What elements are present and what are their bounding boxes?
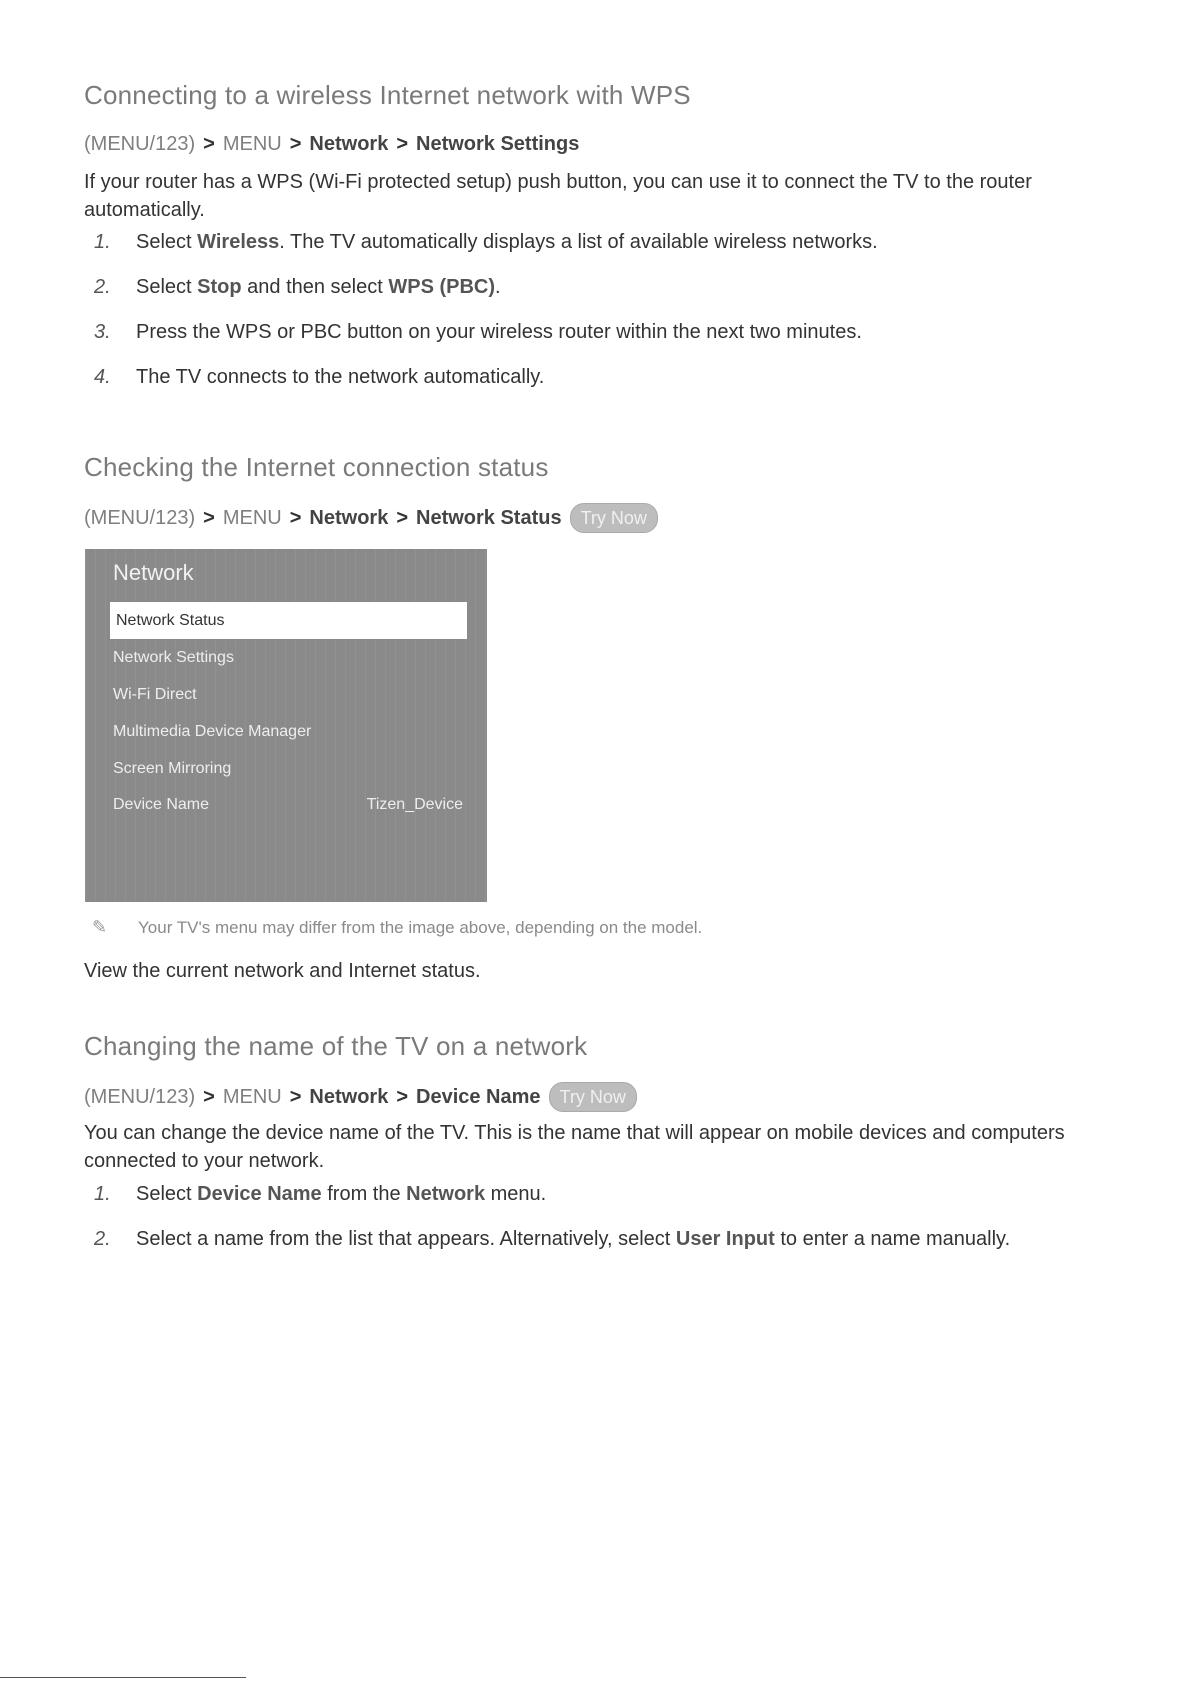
path-network: Network: [309, 1085, 389, 1108]
chevron-right-icon: >: [396, 506, 408, 529]
step-item: [84, 1228, 1010, 1251]
footer-divider: [0, 1677, 246, 1678]
path-device-name: Device Name: [416, 1085, 541, 1108]
chevron-right-icon: >: [203, 133, 215, 155]
menu-path-wps: [84, 133, 579, 156]
try-now-button[interactable]: Try Now: [549, 1082, 637, 1112]
section-title-device-name: Changing the name of the TV on a network: [84, 1031, 588, 1061]
path-network: Network: [309, 506, 389, 529]
path-root: (MENU/123): [84, 133, 196, 155]
menu-path-device-name: [84, 1082, 637, 1112]
menu-item-screen-mirroring: Screen Mirroring: [113, 760, 232, 777]
path-root: (MENU/123): [84, 506, 196, 529]
step-item: [84, 231, 878, 254]
path-network-settings: Network Settings: [416, 133, 580, 155]
path-network-status: Network Status: [416, 506, 562, 529]
chevron-right-icon: >: [396, 1085, 408, 1108]
menu-item-network-status: Network Status: [110, 602, 467, 639]
step-item: [84, 276, 501, 299]
path-network: Network: [309, 133, 389, 155]
step-text: Select a name from the list that appears. Alternatively, select User Input to enter a name manually.: [136, 1228, 1011, 1250]
menu-item-device-name: Device Name Tizen_Device: [113, 796, 463, 813]
menu-path-status: [84, 503, 658, 533]
chevron-right-icon: >: [289, 1085, 302, 1108]
path-menu: MENU: [222, 1085, 282, 1108]
step-text: Select Device Name from the Network menu.: [136, 1183, 547, 1205]
chevron-right-icon: >: [289, 506, 302, 529]
step-text: Select Wireless. The TV automatically displays a list of available wireless networks.: [136, 231, 878, 253]
menu-item-network-settings: Network Settings: [113, 649, 234, 666]
chevron-right-icon: >: [396, 133, 408, 155]
intro-wps: If your router has a WPS (Wi-Fi protected setup) push button, you can use it to connect the TV to the router automatically.: [84, 171, 1032, 221]
intro-device-name: You can change the device name of the TV. This is the name that will appear on mobile devices and computers connected to your network.: [84, 1122, 1065, 1172]
step-number: 1.: [94, 1183, 111, 1205]
chevron-right-icon: >: [289, 133, 302, 155]
pencil-icon: ✎: [92, 917, 108, 937]
network-menu-screenshot: [85, 549, 487, 902]
menu-title: Network: [113, 560, 194, 585]
step-number: 1.: [94, 231, 111, 253]
step-text: The TV connects to the network automatically.: [136, 366, 545, 388]
menu-item-wifi-direct: Wi-Fi Direct: [113, 686, 197, 703]
step-item: [84, 321, 862, 344]
step-number: 2.: [94, 1228, 111, 1250]
step-number: 4.: [94, 366, 111, 388]
path-root: (MENU/123): [84, 1085, 196, 1108]
path-menu: MENU: [222, 133, 282, 155]
step-item: [84, 1183, 546, 1206]
try-now-button[interactable]: Try Now: [570, 503, 658, 533]
step-text: Press the WPS or PBC button on your wireless router within the next two minutes.: [136, 321, 862, 343]
step-number: 2.: [94, 276, 111, 298]
note-text: Your TV's menu may differ from the image above, depending on the model.: [138, 917, 703, 937]
step-item: [84, 366, 544, 389]
status-description: View the current network and Internet status.: [84, 960, 481, 982]
step-number: 3.: [94, 321, 111, 343]
section-title-wps: Connecting to a wireless Internet network with WPS: [84, 80, 691, 110]
step-text: Select Stop and then select WPS (PBC).: [136, 276, 501, 298]
menu-item-multimedia-device-manager: Multimedia Device Manager: [113, 723, 312, 740]
path-menu: MENU: [222, 506, 282, 529]
section-title-status: Checking the Internet connection status: [84, 452, 549, 482]
model-note: [92, 917, 702, 938]
chevron-right-icon: >: [203, 506, 215, 529]
chevron-right-icon: >: [203, 1085, 215, 1108]
